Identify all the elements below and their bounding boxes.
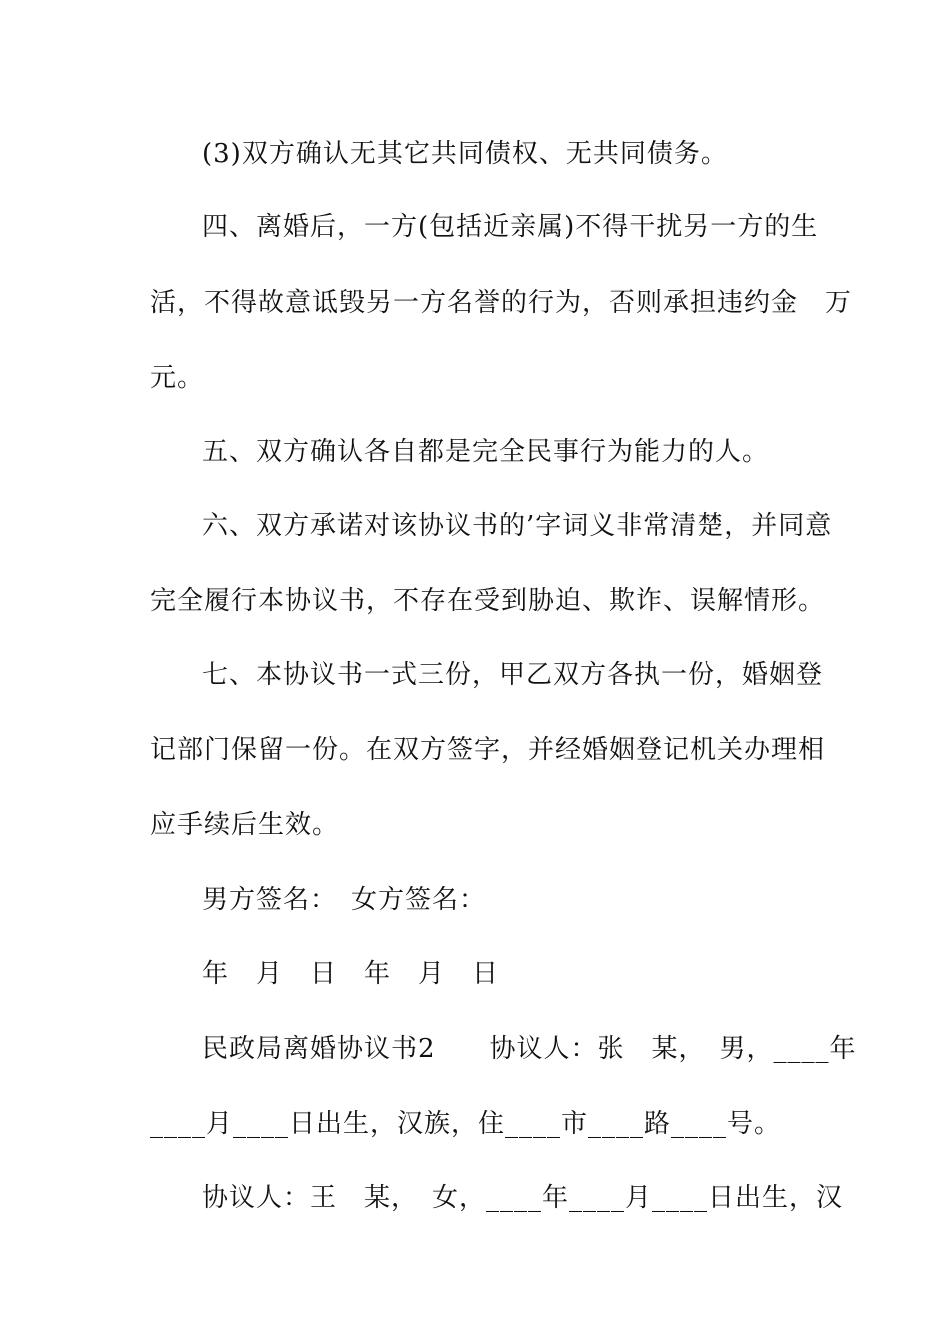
clause-4-line-2: 活，不得故意诋毁另一方名誉的行为，否则承担违约金 万 (150, 288, 853, 318)
clause-3-debts: (3)双方确认无其它共同债权、无共同债务。 (202, 139, 728, 169)
clause-4-line-3: 元。 (150, 363, 205, 393)
clause-7-line-2: 记部门保留一份。在双方签字，并经婚姻登记机关办理相 (150, 735, 826, 765)
party-1-details: ____月____日出生，汉族，住____市____路____号。 (150, 1109, 782, 1139)
clause-6-line-2: 完全履行本协议书，不存在受到胁迫、欺诈、误解情形。 (150, 586, 826, 616)
party-2-details: 协议人：王 某， 女，____年____月____日出生，汉 (202, 1183, 844, 1213)
clause-7-line-1: 七、本协议书一式三份，甲乙双方各执一份，婚姻登 (202, 660, 824, 690)
clause-7-line-3: 应手续后生效。 (150, 810, 340, 840)
clause-5: 五、双方确认各自都是完全民事行为能力的人。 (202, 437, 770, 467)
agreement-2-title-line: 民政局离婚协议书2 协议人：张 某， 男，____年 (202, 1034, 857, 1064)
signature-dates: 年 月 日 年 月 日 (202, 959, 500, 989)
clause-6-line-1: 六、双方承诺对该协议书的’字词义非常清楚，并同意 (202, 511, 833, 541)
signature-labels: 男方签名： 女方签名： (202, 885, 487, 915)
clause-4-line-1: 四、离婚后，一方(包括近亲属)不得干扰另一方的生 (202, 212, 819, 242)
